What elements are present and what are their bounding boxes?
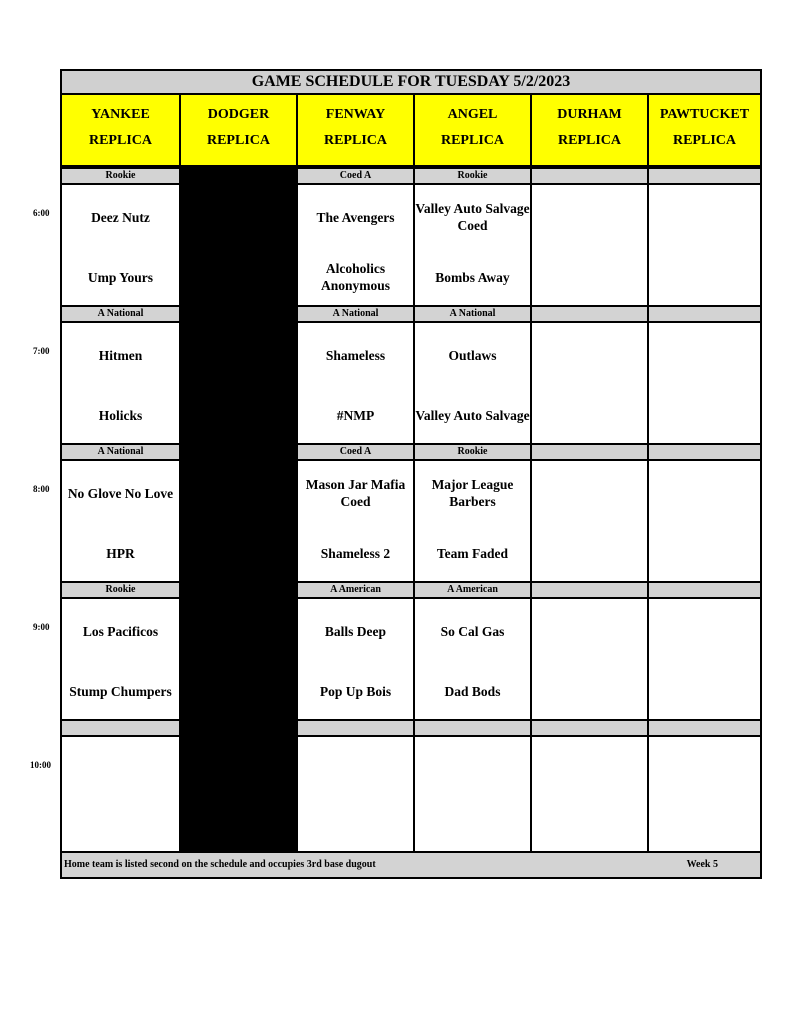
- division-label: Coed A: [298, 443, 413, 461]
- field-header: [532, 95, 647, 167]
- game-slot: [415, 461, 530, 581]
- game-slot: [298, 185, 413, 305]
- game-slot: [298, 737, 413, 857]
- time-label: 9:00: [33, 622, 50, 632]
- home-team: #NMP: [336, 407, 375, 423]
- away-team: Deez Nutz: [91, 209, 150, 225]
- game-slot: [649, 737, 760, 857]
- game-slot: [532, 737, 647, 857]
- field-name: ANGEL: [447, 107, 498, 122]
- time-label: 8:00: [33, 484, 50, 494]
- away-team: The Avengers: [316, 209, 395, 225]
- away-team: [298, 749, 413, 789]
- home-team: Team Faded: [436, 545, 509, 561]
- time-label: 7:00: [33, 346, 50, 356]
- field-column-angel: [413, 95, 530, 855]
- game-slot: [649, 323, 760, 443]
- game-slot: [62, 323, 179, 443]
- field-name: YANKEE: [91, 107, 150, 122]
- time-label: 6:00: [33, 208, 50, 218]
- field-name: DODGER: [207, 107, 270, 122]
- away-team: Hitmen: [98, 347, 143, 363]
- away-team: Valley Auto Salvage Coed: [415, 201, 530, 233]
- game-slot: [532, 323, 647, 443]
- field-column-yankee: [62, 95, 179, 855]
- game-slot: [532, 185, 647, 305]
- home-team: [298, 809, 413, 849]
- away-team: No Glove No Love: [67, 485, 174, 501]
- field-subtitle: REPLICA: [323, 133, 387, 148]
- field-header: [649, 95, 760, 167]
- division-label: [532, 305, 647, 323]
- game-slot: [298, 599, 413, 719]
- game-slot: [62, 461, 179, 581]
- game-slot: [298, 323, 413, 443]
- field-name: PAWTUCKET: [659, 107, 750, 122]
- home-team: Alcoholics Anonymous: [320, 261, 391, 293]
- division-label: [532, 719, 647, 737]
- away-team: Mason Jar Mafia Coed: [305, 477, 406, 509]
- home-team: [415, 809, 530, 849]
- division-label: A National: [62, 305, 179, 323]
- game-slot: [62, 737, 179, 857]
- division-label: [415, 719, 530, 737]
- field-header: [298, 95, 413, 167]
- home-team: Valley Auto Salvage: [415, 407, 530, 423]
- division-label: Rookie: [415, 167, 530, 185]
- home-team: Shameless 2: [320, 545, 391, 561]
- field-name: DURHAM: [557, 107, 622, 122]
- field-subtitle: REPLICA: [557, 133, 621, 148]
- game-slot: [532, 599, 647, 719]
- home-team: [62, 809, 179, 849]
- division-label: [62, 719, 179, 737]
- field-subtitle: REPLICA: [88, 133, 152, 148]
- game-slot: [62, 185, 179, 305]
- division-label: [649, 167, 760, 185]
- field-column-durham: [530, 95, 647, 855]
- home-team-note: Home team is listed second on the schedule and occupies 3rd base dugout: [64, 859, 376, 870]
- home-team: Pop Up Bois: [319, 683, 392, 699]
- away-team: [62, 749, 179, 789]
- home-team: HPR: [106, 545, 135, 561]
- division-label: [532, 581, 647, 599]
- field-name: FENWAY: [325, 107, 386, 122]
- field-subtitle: REPLICA: [672, 133, 736, 148]
- field-header: [415, 95, 530, 167]
- division-label: [532, 167, 647, 185]
- division-label: [649, 443, 760, 461]
- away-team: Major League Barbers: [431, 477, 514, 509]
- division-label: A National: [298, 305, 413, 323]
- game-slot: [415, 185, 530, 305]
- home-team: Holicks: [98, 407, 143, 423]
- time-label: 10:00: [30, 760, 51, 770]
- field-column-fenway: [296, 95, 413, 855]
- game-slot: [415, 323, 530, 443]
- game-slot: [298, 461, 413, 581]
- field-header: [62, 95, 179, 167]
- division-label: Coed A: [298, 167, 413, 185]
- field-subtitle: REPLICA: [206, 133, 270, 148]
- division-label: A National: [415, 305, 530, 323]
- game-slot: [649, 599, 760, 719]
- division-label: [532, 443, 647, 461]
- home-team: Stump Chumpers: [69, 683, 172, 699]
- away-team: Outlaws: [448, 347, 497, 363]
- schedule-table: [60, 69, 762, 879]
- game-slot: [415, 599, 530, 719]
- game-slot: [649, 185, 760, 305]
- away-team: [415, 749, 530, 789]
- division-label: [649, 305, 760, 323]
- division-label: [298, 719, 413, 737]
- field-subtitle: REPLICA: [440, 133, 504, 148]
- field-column-dodger: [179, 95, 296, 855]
- game-slot: [62, 599, 179, 719]
- game-slot: [415, 737, 530, 857]
- game-slot: [532, 461, 647, 581]
- home-team: Dad Bods: [444, 683, 501, 699]
- division-label: Rookie: [62, 167, 179, 185]
- game-slot: [649, 461, 760, 581]
- division-label: [649, 719, 760, 737]
- division-label: Rookie: [415, 443, 530, 461]
- division-label: A National: [62, 443, 179, 461]
- schedule-footer: [62, 851, 760, 877]
- schedule-title: GAME SCHEDULE FOR TUESDAY 5/2/2023: [62, 71, 760, 95]
- field-header: [181, 95, 296, 167]
- away-team: Shameless: [325, 347, 386, 363]
- away-team: So Cal Gas: [440, 623, 505, 639]
- division-label: A American: [298, 581, 413, 599]
- division-label: [649, 581, 760, 599]
- away-team: Los Pacificos: [82, 623, 159, 639]
- home-team: Ump Yours: [87, 269, 154, 285]
- home-team: Bombs Away: [435, 269, 510, 285]
- week-label: Week 5: [686, 859, 718, 870]
- away-team: Balls Deep: [324, 623, 387, 639]
- division-label: Rookie: [62, 581, 179, 599]
- division-label: A American: [415, 581, 530, 599]
- field-column-pawtucket: [647, 95, 760, 855]
